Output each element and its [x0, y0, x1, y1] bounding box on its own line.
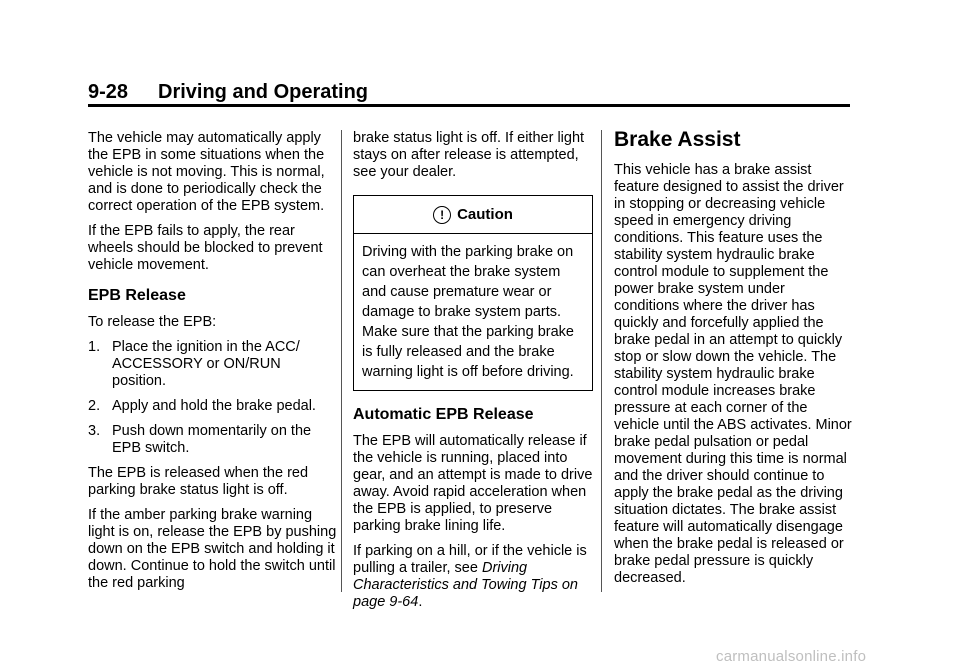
step-text: Place the ignition in the ACC/ ACCESSORY or ON/RUN position. [112, 339, 300, 389]
caution-title: Caution [457, 206, 513, 223]
column-divider [601, 130, 602, 592]
paragraph: The EPB will automatically release if the vehicle is running, placed into gear, and an attempt is made to drive away. Avoid rapid acceleration when the EPB is applied, to preserve parking brake lining life. [353, 433, 593, 534]
column-left [88, 130, 338, 600]
watermark: carmanualsonline.info [716, 648, 867, 665]
step-number: 2. [88, 398, 101, 414]
column-divider [341, 130, 342, 592]
step-number: 1. [88, 339, 101, 355]
caution-box [353, 195, 593, 391]
paragraph: The EPB is released when the red parking brake status light is off. [88, 465, 309, 498]
list-item [88, 398, 338, 415]
paragraph: brake status light is off. If either light stays on after release is attempted, see your dealer. [353, 130, 585, 180]
list-item [88, 423, 338, 457]
header-text [88, 80, 850, 104]
heading-brake-assist: Brake Assist [614, 128, 741, 151]
page-header [88, 80, 850, 104]
step-text: Push down momentarily on the EPB switch. [112, 423, 312, 456]
heading-automatic-epb-release: Automatic EPB Release [353, 406, 534, 423]
column-middle [353, 130, 593, 619]
column-right [614, 130, 854, 595]
step-text: Apply and hold the brake pedal. [112, 398, 316, 414]
caution-icon: ! [433, 206, 451, 224]
text: If parking on a hill, or if the vehicle is pulling a trailer, see [353, 543, 587, 576]
text: . [418, 594, 423, 610]
chapter-title: Driving and Operating [158, 81, 369, 103]
paragraph: This vehicle has a brake assist feature designed to assist the driver in stopping or decreasing vehicle speed in emergency driving conditions. This feature uses the stability system hydraulic brake control module to supplement the power brake system under conditions where the driver has quickly and forcefully applied the brake pedal in an attempt to quickly stop or slow down the vehicle. The stability system hydraulic brake control module increases brake pressure at each corner of the vehicle until the ABS activates. Minor brake pedal pulsation or pedal movement during this time is normal and the driver should continue to apply the brake pedal as the driving situation dictates. The brake assist feature will automatically disengage when the brake pedal is released or brake pedal pressure is quickly decreased. [614, 162, 852, 586]
caution-header [354, 196, 592, 234]
paragraph: The vehicle may automatically apply the EPB in some situations when the vehicle is not moving. This is normal, and is done to periodically check the correct operation of the EPB system. [88, 130, 325, 214]
paragraph: To release the EPB: [88, 314, 217, 330]
list-item [88, 339, 338, 390]
header-rule [88, 104, 850, 107]
caution-text: Driving with the parking brake on can overheat the brake system and cause premature wear or damage to brake system parts. Make sure that the parking brake is fully released and the brake warning light is off before driving. [362, 244, 574, 380]
paragraph: If the amber parking brake warning light is on, release the EPB by pushing down on the EPB switch and holding it down. Continue to hold the switch until the red parking [88, 507, 337, 591]
paragraph: If the EPB fails to apply, the rear wheels should be blocked to prevent vehicle movement. [88, 223, 323, 273]
page-number: 9-28 [88, 81, 129, 103]
paragraph [353, 543, 593, 611]
heading-epb-release: EPB Release [88, 287, 186, 304]
step-number: 3. [88, 423, 101, 439]
cross-reference-link[interactable]: Driving Characteristics and Towing Tips on page 9-64 [353, 560, 578, 610]
